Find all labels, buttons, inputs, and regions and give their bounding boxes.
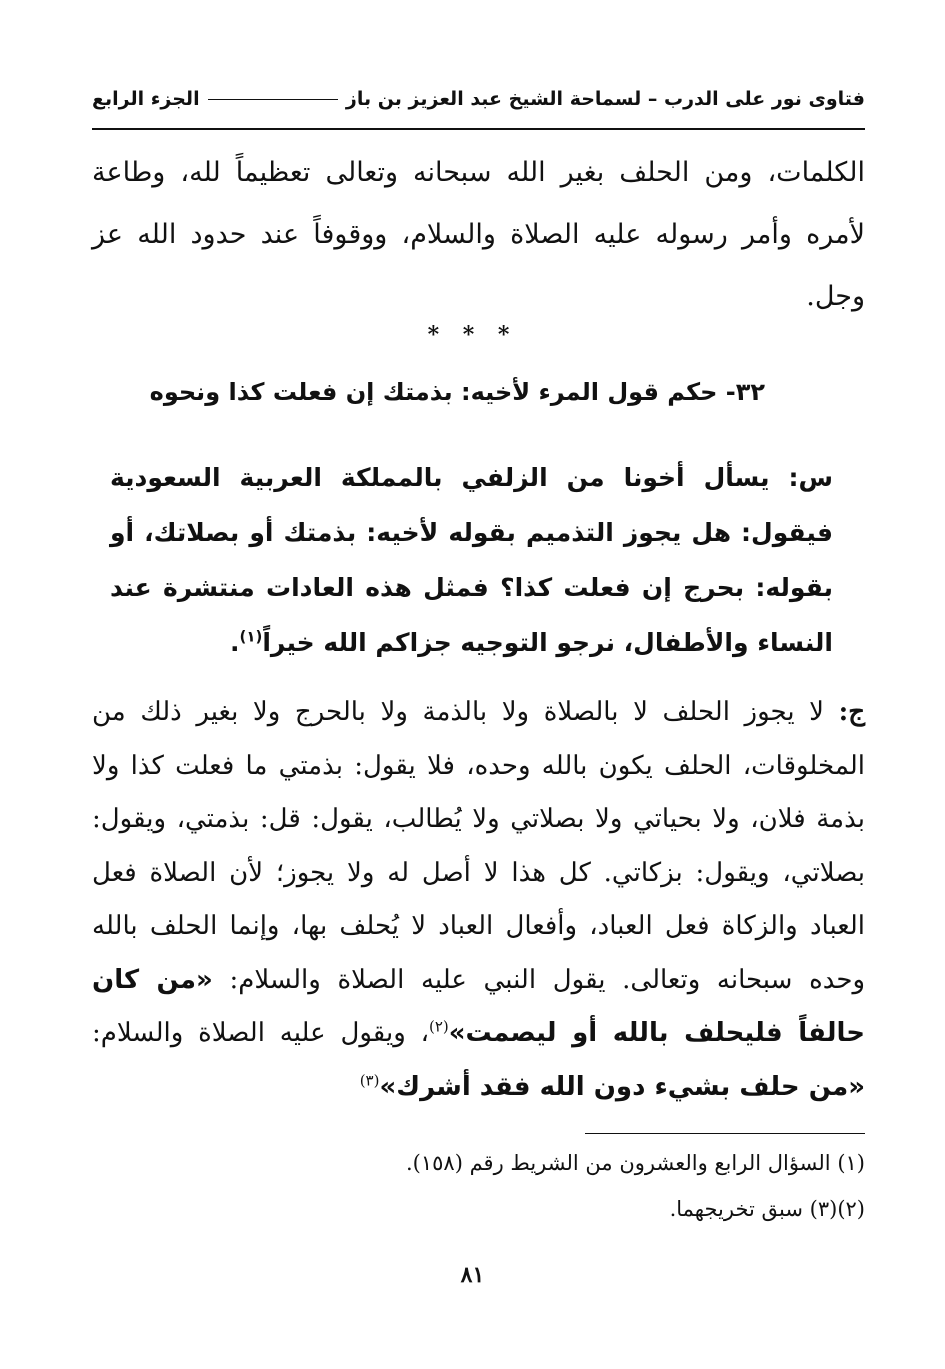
question-end: . <box>229 628 240 657</box>
footnotes <box>92 1140 865 1232</box>
answer-label: ج: <box>838 697 866 727</box>
answer-text-part1: لا يجوز الحلف لا بالصلاة ولا بالذمة ولا بالحرج ولا بغير ذلك من المخلوقات، الحلف يكون بالله وحده، فلا يقول: بذمتي ما فعلت كذا ولا بذمة فلان، ولا بحياتي ولا بصلاتي ولا يُطالب، يقول: قل: بذمتي، ويقول: بصلاتي، ويقول: بزكاتي. كل هذا لا أصل له ولا يجوز؛ لأن الصلاة فعل العباد والزكاة فعل العباد، وأفعال العباد لا يُحلف بها، وإنما الحلف بالله وحده سبحانه وتعالى. يقول النبي عليه الصلاة والسلام: <box>92 697 866 995</box>
question-text: يسأل أخونا من الزلفي بالمملكة العربية السعودية فيقول: هل يجوز التذميم بقوله لأخيه: بذمتك أو بصلاتك، أو بقوله: بحرج إن فعلت كذا؟ فمثل هذه العادات منتشرة عند النساء والأطفال، نرجو التوجيه جزاكم الله خيراً <box>110 463 833 657</box>
header-volume: الجزء الرابع <box>92 88 200 110</box>
running-header <box>92 84 865 114</box>
hadith-1-footnote-ref: (٢) <box>428 1017 449 1036</box>
hadith-quote-1: «من كان حالفاً فليحلف بالله أو ليصمت» <box>92 964 865 1048</box>
footnote-separator-line <box>585 1133 865 1134</box>
question-paragraph <box>110 450 833 670</box>
page-number: ٨١ <box>460 1262 485 1288</box>
header-separator: – <box>647 88 658 110</box>
footnote-2: (٢)(٣) سبق تخريجهما. <box>669 1197 865 1221</box>
header-book-title: فتاوى نور على الدرب <box>664 88 865 110</box>
footnote-1: (١) السؤال الرابع والعشرون من الشريط رقم (١٥٨). <box>405 1151 865 1175</box>
section-number: ٣٢- <box>725 378 765 406</box>
intro-paragraph: الكلمات، ومن الحلف بغير الله سبحانه وتعالى تعظيماً لله، وطاعة لأمره وأمر رسوله عليه الصلاة والسلام، ووقوفاً عند حدود الله عز وجل. <box>92 157 865 312</box>
hadith-quote-2: «من حلف بشيء دون الله فقد أشرك» <box>379 1071 865 1102</box>
answer-paragraph <box>92 686 865 1114</box>
header-book-info <box>346 88 865 110</box>
header-author: لسماحة الشيخ عبد العزيز بن باز <box>345 88 642 110</box>
section-heading <box>150 378 765 406</box>
answer-text-part2: ، ويقول عليه الصلاة والسلام: <box>92 1018 429 1048</box>
header-inline-rule <box>208 99 338 100</box>
question-footnote-ref: (١) <box>239 627 263 646</box>
section-divider-stars: * * * <box>427 322 518 348</box>
hadith-2-footnote-ref: (٣) <box>359 1070 380 1089</box>
section-title-text: حكم قول المرء لأخيه: بذمتك إن فعلت كذا ونحوه <box>149 378 718 406</box>
question-label: س: <box>788 463 833 492</box>
header-divider-line <box>92 128 865 130</box>
